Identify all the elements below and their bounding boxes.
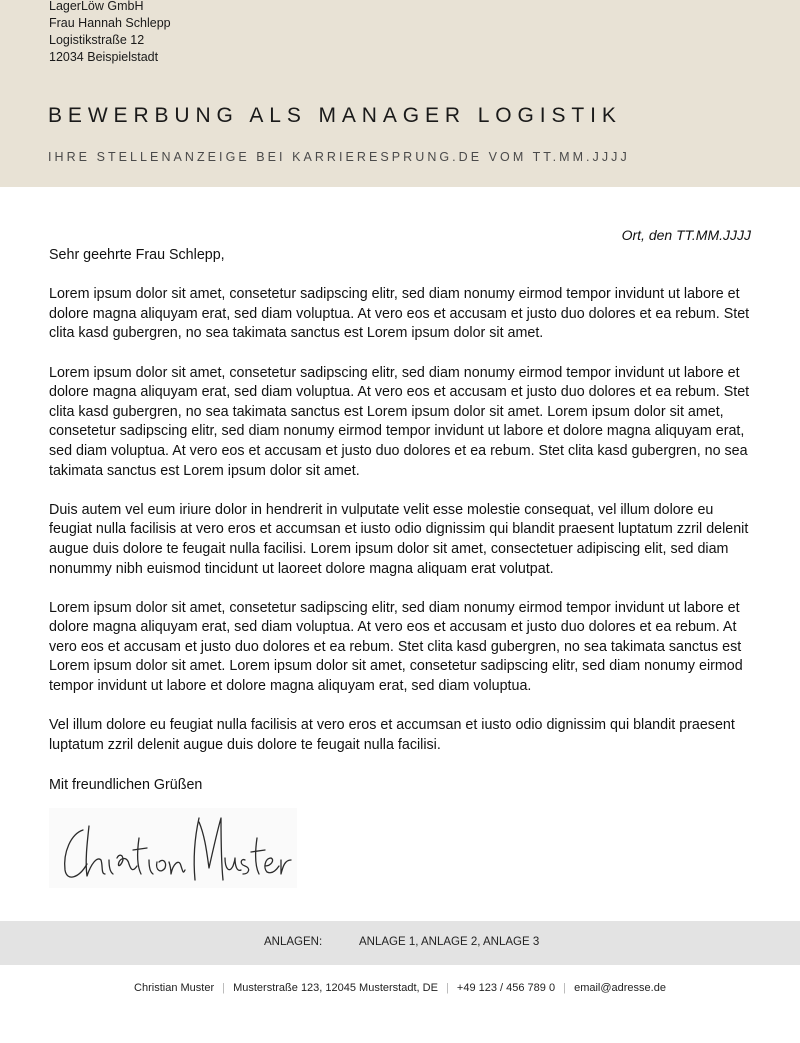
letter-header — [0, 0, 800, 187]
recipient-city: 12034 Beispielstadt — [49, 50, 159, 64]
footer-separator: | — [445, 982, 449, 994]
letter-date: Ort, den TT.MM.JJJJ — [621, 227, 751, 243]
paragraph: Duis autem vel eum iriure dolor in hendrerit in vulputate velit esse molestie consequat, vel illum dolore eu feugiat nulla facilisis at vero eros et accumsan et iusto odio dignissim qui blandit praesent luptatum zzril delenit augue duis dolore te feugait nulla facilisi. Lorem ipsum dolor sit amet, consectetuer adipiscing elit, sed diam nonummy nibh euismod tincidunt ut laoreet dolore magna aliquam erat volutpat. — [49, 501, 749, 577]
attachments-label: ANLAGEN: — [264, 936, 323, 948]
footer-name: Christian Muster — [134, 982, 215, 994]
paragraph: Lorem ipsum dolor sit amet, consetetur sadipscing elitr, sed diam nonumy eirmod tempor invidunt ut labore et dolore magna aliquyam erat, sed diam voluptua. At vero eos et accusam et justo duo dolores et ea rebum. Stet clita kasd gubergren, no sea takimata sanctus est Lorem ipsum dolor sit amet. — [49, 286, 750, 342]
signature-image — [49, 808, 297, 888]
paragraph: Vel illum dolore eu feugiat nulla facilisis at vero eros et accumsan et iusto odio dignissim qui blandit praesent luptatum zzril delenit augue duis dolore te feugait nulla facilisi. — [49, 717, 735, 753]
paragraph: Lorem ipsum dolor sit amet, consetetur sadipscing elitr, sed diam nonumy eirmod tempor invidunt ut labore et dolore magna aliquyam erat, sed diam voluptua. At vero eos et accusam et justo duo dolores et ea rebum. Stet clita kasd gubergren, no sea takimata sanctus est Lorem ipsum dolor sit amet. Lorem ipsum dolor sit amet, consetetur sadipscing elitr, sed diam nonumy eirmod tempor invidunt ut labore et dolore magna aliquyam erat, sed diam voluptua. At vero eos et accusam et justo duo dolores et ea rebum. Stet clita kasd gubergren, no sea takimata sanctus est Lorem ipsum dolor sit amet. — [49, 364, 750, 479]
paragraph: Lorem ipsum dolor sit amet, consetetur sadipscing elitr, sed diam nonumy eirmod tempor invidunt ut labore et dolore magna aliquyam erat, sed diam voluptua. At vero eos et accusam et justo duo dolores et ea rebum. At vero eos et accusam et justo duo dolores et ea rebum. Stet clita kasd gubergren, no sea takimata sanctus est Lorem ipsum dolor sit amet. Lorem ipsum dolor sit amet, consetetur sadipscing elitr, sed diam nonumy eirmod tempor invidunt ut labore et dolore magna aliquyam erat, sed diam voluptua. — [49, 599, 743, 695]
attachments-list: ANLAGE 1, ANLAGE 2, ANLAGE 3 — [359, 936, 540, 948]
footer-separator: | — [222, 982, 226, 994]
recipient-company: LagerLöw GmbH — [49, 0, 144, 13]
recipient-street: Logistikstraße 12 — [49, 33, 145, 47]
recipient-name: Frau Hannah Schlepp — [49, 16, 171, 30]
closing: Mit freundlichen Grüßen — [49, 777, 203, 793]
sender-footer — [0, 982, 800, 994]
signature — [49, 808, 297, 888]
letter-subtitle: IHRE STELLENANZEIGE BEI KARRIERESPRUNG.DE VOM TT.MM.JJJJ — [48, 150, 630, 164]
greeting: Sehr geehrte Frau Schlepp, — [49, 247, 225, 263]
letter-title: BEWERBUNG ALS MANAGER LOGISTIK — [48, 104, 622, 127]
footer-email: email@adresse.de — [574, 982, 666, 994]
footer-address: Musterstraße 123, 12045 Musterstadt, DE — [233, 982, 438, 994]
footer-separator: | — [563, 982, 567, 994]
attachments-bar — [0, 921, 800, 965]
recipient-address — [49, 0, 171, 66]
footer-phone: +49 123 / 456 789 0 — [456, 982, 556, 994]
letter-body — [49, 246, 759, 775]
